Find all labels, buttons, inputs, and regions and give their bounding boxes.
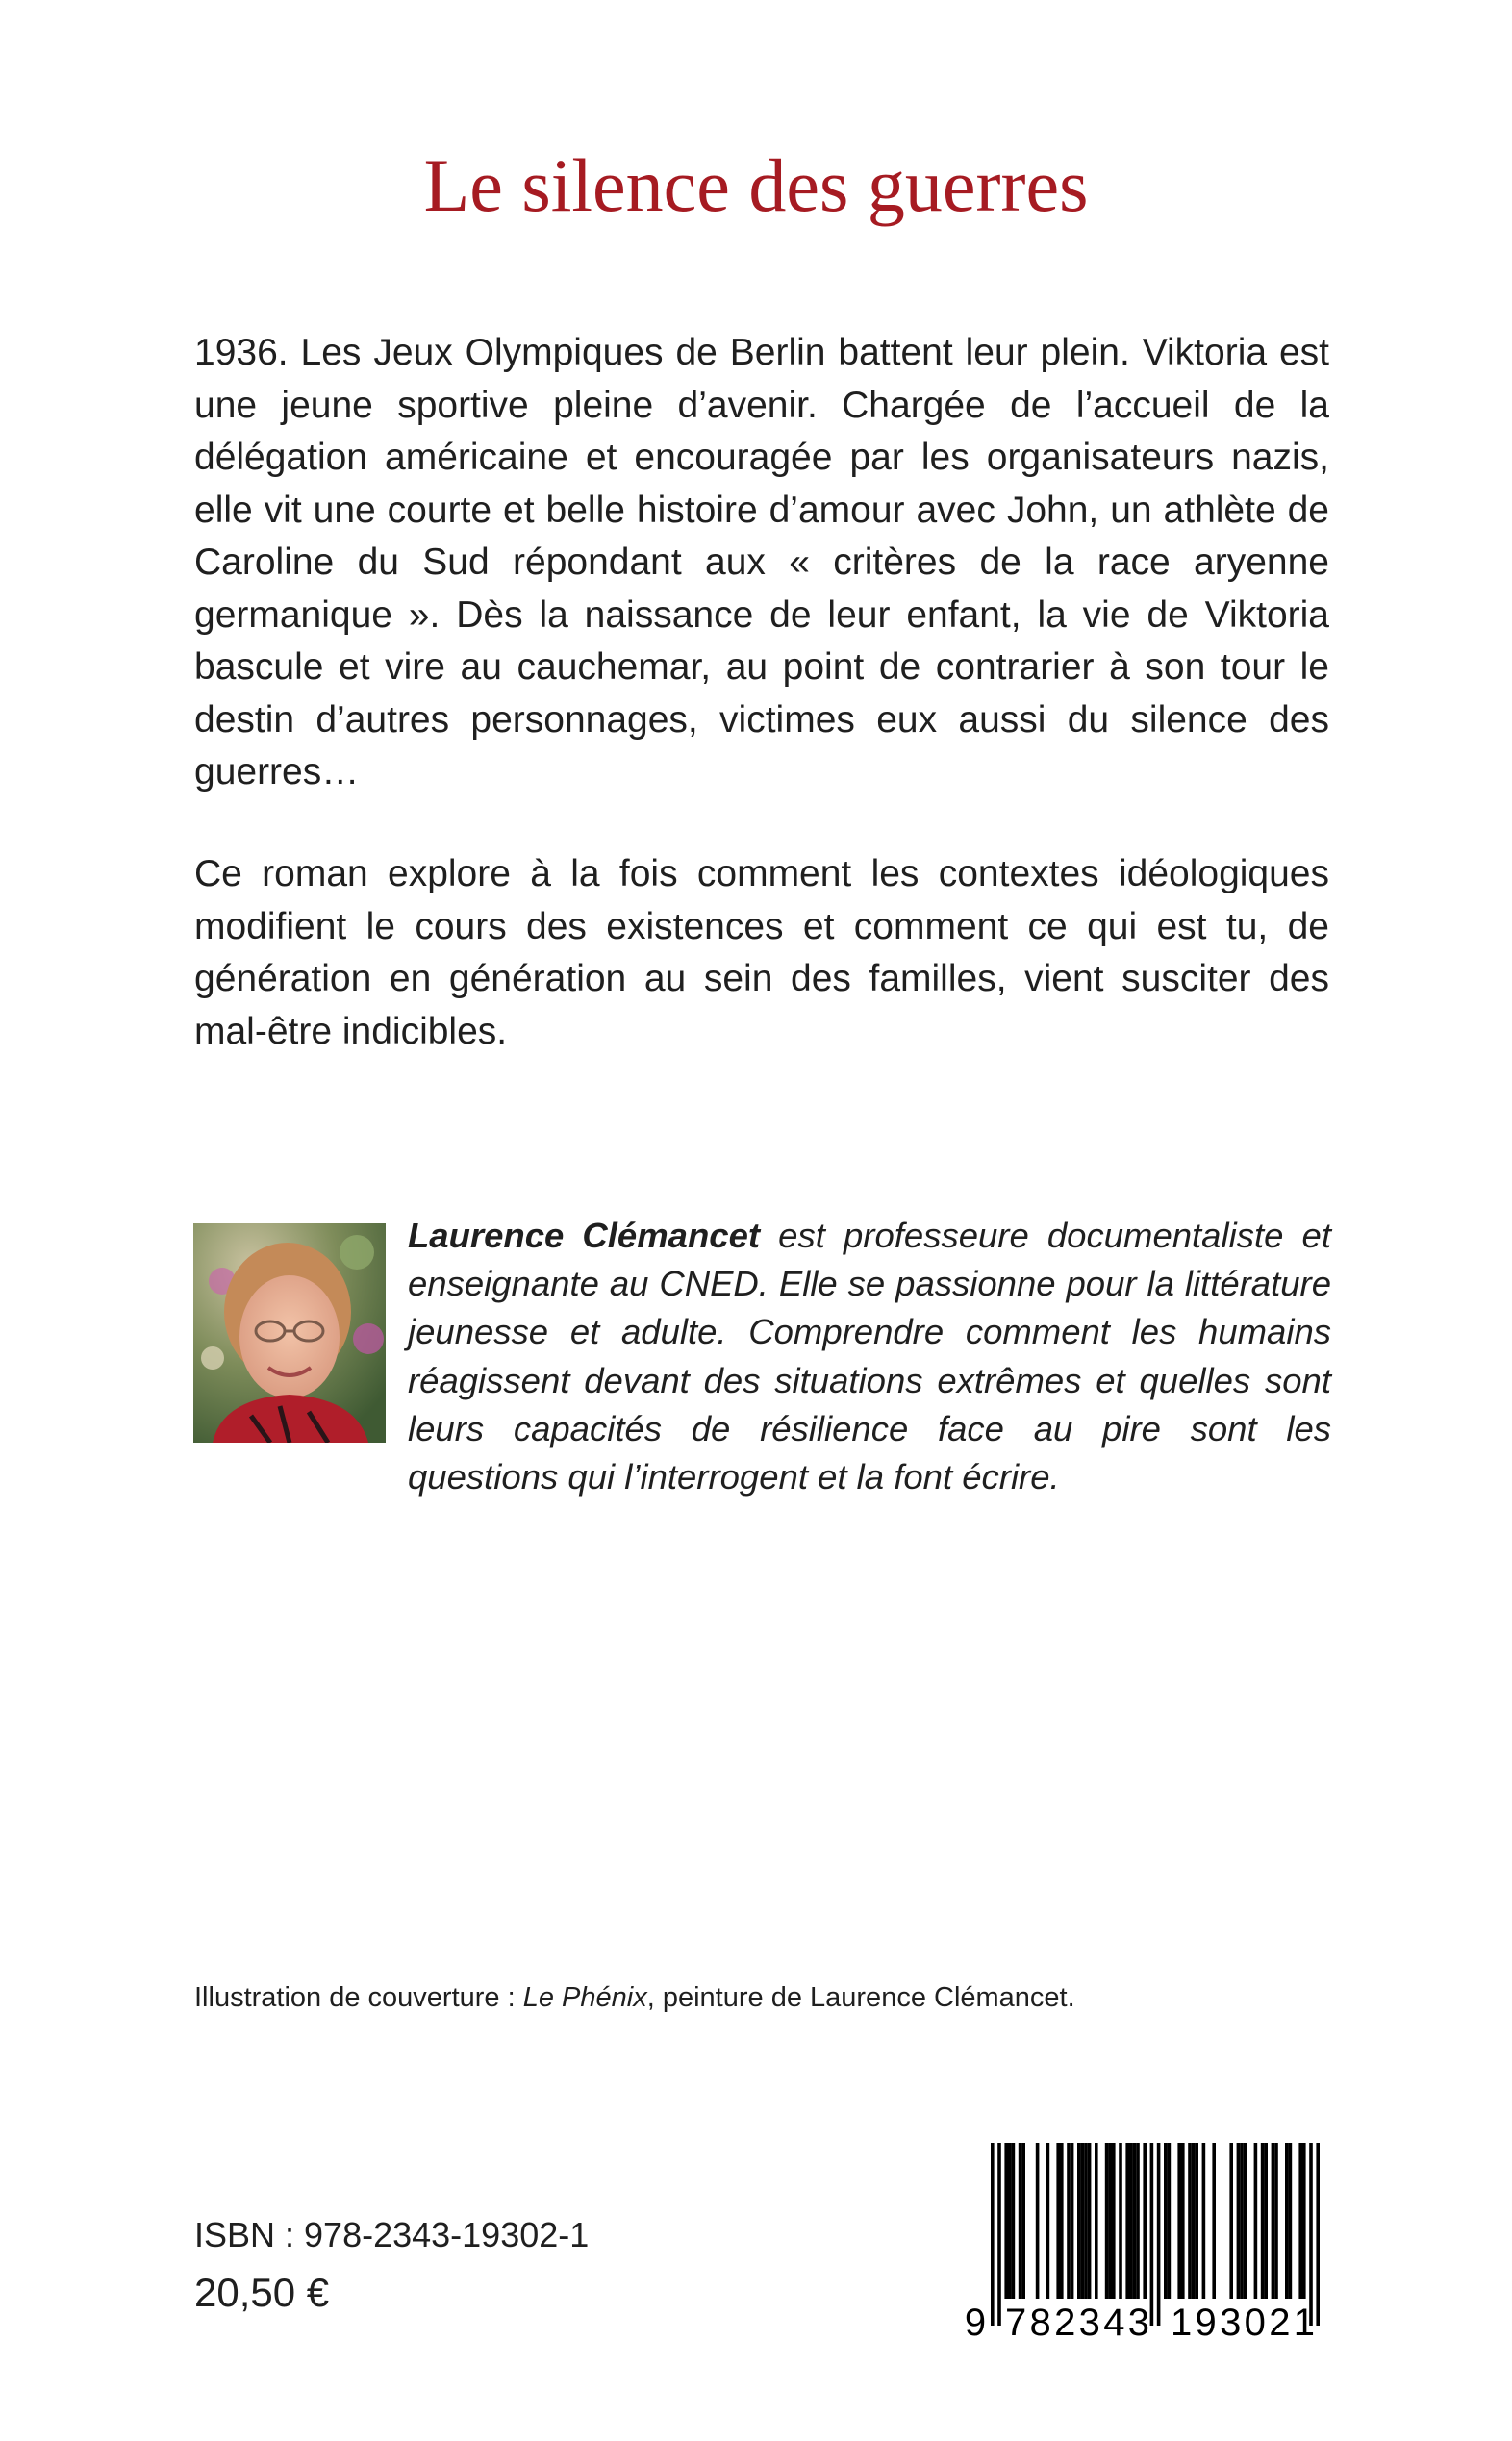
barcode-bar	[1077, 2143, 1081, 2299]
barcode-bar	[1012, 2143, 1016, 2299]
synopsis-paragraph-1: 1936. Les Jeux Olympiques de Berlin battent leur plein. Viktoria est une jeune sportive pleine d’avenir. Chargée de l’accueil de la délégation américaine et encouragée par les organisateurs nazis, elle vit une courte et belle histoire d’amour avec John, un athlète de Caroline du Sud répondant aux « critères de la race aryenne germanique ». Dès la naissance de leur enfant, la vie de Viktoria bascule et vire au cauchemar, au point de contrarier à son tour le destin d’autres personnages, victimes eux aussi du silence des guerres…	[194, 332, 1329, 793]
barcode-bar	[1192, 2143, 1196, 2299]
barcode-bar	[1129, 2143, 1133, 2299]
barcode-guard-bar	[1309, 2143, 1313, 2326]
barcode-bar	[1004, 2143, 1008, 2299]
barcode-bar	[1136, 2143, 1140, 2299]
author-name: Laurence Clémancet	[408, 1216, 761, 1255]
barcode-bar	[1112, 2143, 1116, 2299]
credit-work-title: Le Phénix	[522, 1982, 647, 2013]
barcode-bar	[1105, 2143, 1109, 2299]
barcode-guard-bar	[997, 2143, 1001, 2326]
book-title: Le silence des guerres	[423, 143, 1089, 227]
barcode-bar	[1133, 2143, 1137, 2299]
barcode-bar	[1071, 2143, 1074, 2299]
barcode-bar	[1195, 2143, 1198, 2299]
barcode-bar	[1046, 2143, 1050, 2299]
barcode-bar	[1285, 2143, 1289, 2299]
barcode-guard-bar	[991, 2143, 995, 2326]
barcode-bar	[1202, 2143, 1206, 2299]
barcode-left-digits: 782343	[1005, 2302, 1149, 2341]
barcode-bar	[1272, 2143, 1275, 2299]
barcode-bar	[1289, 2143, 1293, 2299]
barcode-bar	[1125, 2143, 1129, 2299]
barcode-guard-bar	[1150, 2143, 1154, 2326]
synopsis-paragraph-2: Ce roman explore à la fois comment les contextes idéologiques modifient le cours des existences et comment ce qui est tu, de génération en génération au sein des familles, vient susciter des mal-être indicibles.	[194, 853, 1329, 1052]
barcode-bar	[1119, 2143, 1122, 2299]
barcode-guard-bar	[1316, 2143, 1320, 2326]
barcode-bar	[1008, 2143, 1012, 2299]
barcode-bar	[1067, 2143, 1071, 2299]
barcode-bar	[1164, 2143, 1168, 2299]
barcode-right-digits: 193021	[1171, 2302, 1315, 2341]
isbn: ISBN : 978-2343-19302-1	[194, 2215, 590, 2254]
barcode-bar	[1036, 2143, 1040, 2299]
author-portrait-image	[193, 1223, 386, 1443]
barcode-bar	[1188, 2143, 1192, 2299]
barcode-bar	[1177, 2143, 1181, 2299]
barcode-bar	[1302, 2143, 1306, 2299]
barcode-bar	[1261, 2143, 1265, 2299]
barcode-bar	[1237, 2143, 1241, 2299]
barcode-bar	[1298, 2143, 1302, 2299]
barcode-bars	[991, 2143, 1320, 2326]
barcode-bar	[1084, 2143, 1088, 2299]
barcode-bar	[1088, 2143, 1092, 2299]
barcode-bar	[1095, 2143, 1098, 2299]
barcode-guard-bar	[1157, 2143, 1161, 2326]
barcode-bar	[1021, 2143, 1025, 2299]
credit-prefix: Illustration de couverture :	[194, 1982, 523, 2013]
barcode-bar	[1081, 2143, 1085, 2299]
barcode-bar	[1244, 2143, 1247, 2299]
ean13-barcode	[962, 2143, 1341, 2341]
barcode-bar	[1143, 2143, 1147, 2299]
barcode-bar	[1060, 2143, 1064, 2299]
price: 20,50 €	[194, 2270, 330, 2315]
credit-suffix: , peinture de Laurence Clémancet.	[646, 1982, 1075, 2013]
barcode-bar	[1212, 2143, 1216, 2299]
barcode-bar	[1168, 2143, 1172, 2299]
barcode-bar	[1264, 2143, 1268, 2299]
barcode-bar	[1254, 2143, 1258, 2299]
barcode-bar	[1181, 2143, 1185, 2299]
barcode-bar	[1108, 2143, 1112, 2299]
author-bio-text: est professeure documentaliste et enseignante au CNED. Elle se passionne pour la littérature jeunesse et adulte. Comprendre comment les humains réagissent devant des situations extrêmes et quelles sont leurs capacités de résilience face au pire sont les questions qui l’interrogent et la font écrire.	[408, 1216, 1331, 1497]
barcode-bar	[1240, 2143, 1244, 2299]
barcode-bar	[1274, 2143, 1278, 2299]
author-bio	[408, 1212, 1331, 1501]
author-photo	[193, 1223, 386, 1443]
barcode-first-digit: 9	[964, 2302, 987, 2341]
barcode-bar	[1229, 2143, 1233, 2299]
barcode-bar	[1019, 2143, 1022, 2299]
barcode-bar	[1056, 2143, 1060, 2299]
cover-illustration-credit	[194, 1978, 1075, 2017]
